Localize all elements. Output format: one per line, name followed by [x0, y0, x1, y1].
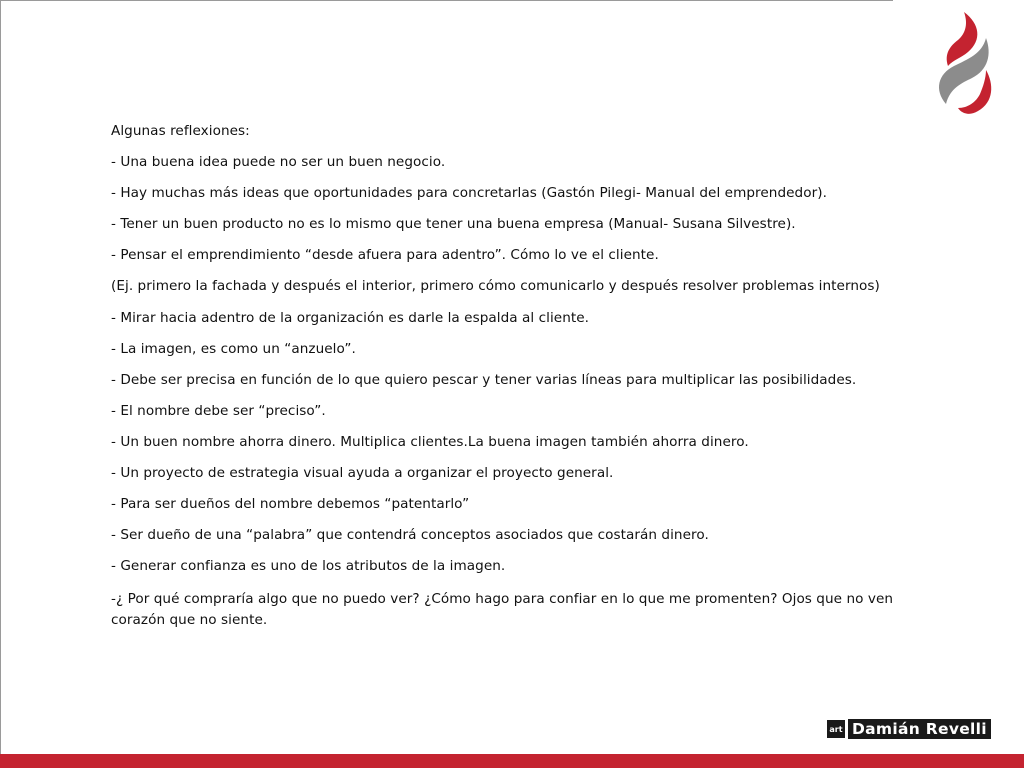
- reflection-line: - Un proyecto de estrategia visual ayuda a organizar el proyecto general.: [111, 465, 614, 482]
- brand-name: Damián Revelli: [848, 719, 991, 739]
- reflections-heading: Algunas reflexiones:: [111, 123, 250, 139]
- reflection-line: - Debe ser precisa en función de lo que quiero pescar y tener varias líneas para multiplicar las posibilidades.: [111, 371, 857, 388]
- reflection-line: - Mirar hacia adentro de la organización es darle la espalda al cliente.: [111, 309, 590, 326]
- closing-paragraph: -¿ Por qué compraría algo que no puedo ver? ¿Cómo hago para confiar en lo que me promenten? Ojos que no ven corazón que no siente.: [111, 591, 894, 629]
- bottom-color-bar: [0, 754, 1024, 768]
- reflection-line: - Un buen nombre ahorra dinero. Multiplica clientes.La buena imagen también ahorra dinero.: [111, 433, 749, 450]
- reflection-line: (Ej. primero la fachada y después el interior, primero cómo comunicarlo y después resolver problemas internos): [111, 278, 880, 295]
- brand-logo: [827, 719, 997, 739]
- reflection-line: - Para ser dueños del nombre debemos “patentarlo”: [111, 496, 470, 513]
- brand-mark: art: [827, 720, 845, 738]
- reflection-line: - Pensar el emprendimiento “desde afuera para adentro”. Cómo lo ve el cliente.: [111, 247, 659, 264]
- reflections-text: [111, 123, 911, 646]
- frame-left-border: [0, 0, 1, 754]
- reflection-line: - Ser dueño de una “palabra” que contendrá conceptos asociados que costarán dinero.: [111, 527, 709, 544]
- reflection-line: - La imagen, es como un “anzuelo”.: [111, 340, 356, 357]
- reflection-line: - Tener un buen producto no es lo mismo que tener una buena empresa (Manual- Susana Silvestre).: [111, 216, 796, 233]
- reflection-line: - Una buena idea puede no ser un buen negocio.: [111, 154, 446, 171]
- flame-logo-icon: [928, 8, 994, 116]
- reflection-line: - Generar confianza es uno de los atributos de la imagen.: [111, 558, 506, 575]
- reflection-line: - Hay muchas más ideas que oportunidades para concretarlas (Gastón Pilegi- Manual del emprendedor).: [111, 185, 827, 202]
- reflection-line: - El nombre debe ser “preciso”.: [111, 402, 326, 419]
- frame-top-border: [0, 0, 893, 1]
